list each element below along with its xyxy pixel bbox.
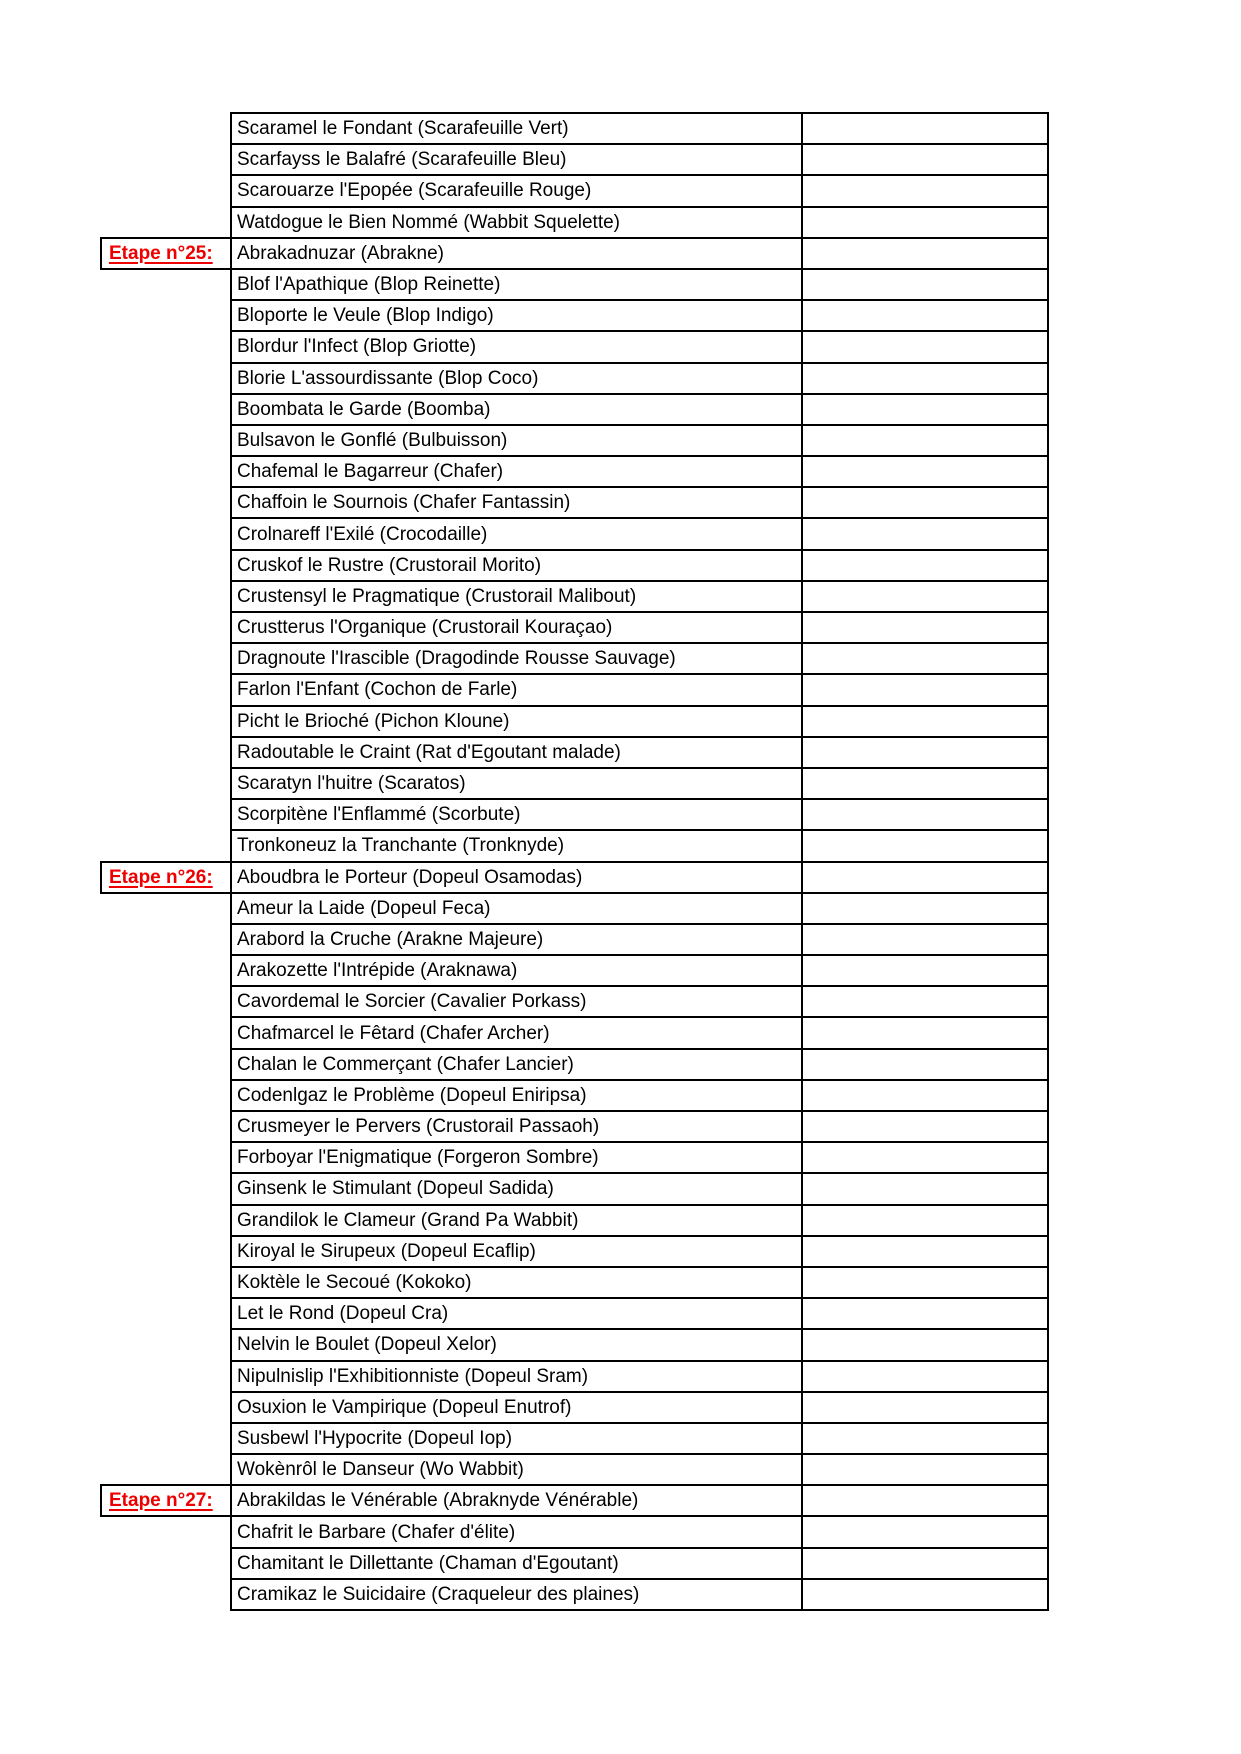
empty-cell [802,331,1048,362]
label-spacer-cell [101,1236,231,1267]
label-spacer-cell [101,986,231,1017]
empty-cell [802,113,1048,144]
table-row [101,612,1048,643]
label-spacer-cell [101,331,231,362]
label-spacer-cell [101,1361,231,1392]
table-row [101,1298,1048,1329]
monster-name-cell: Osuxion le Vampirique (Dopeul Enutrof) [231,1392,802,1423]
label-spacer-cell [101,1298,231,1329]
label-spacer-cell [101,175,231,206]
table-row [101,175,1048,206]
monster-name-cell: Blof l'Apathique (Blop Reinette) [231,269,802,300]
empty-cell [802,1579,1048,1610]
empty-cell [802,363,1048,394]
monster-name-cell: Radoutable le Craint (Rat d'Egoutant malade) [231,737,802,768]
monster-name-cell: Scarfayss le Balafré (Scarafeuille Bleu) [231,144,802,175]
label-spacer-cell [101,1080,231,1111]
monster-name-cell: Ameur la Laide (Dopeul Feca) [231,893,802,924]
empty-cell [802,1298,1048,1329]
table-row [101,550,1048,581]
monster-name-cell: Nelvin le Boulet (Dopeul Xelor) [231,1329,802,1360]
monster-name-cell: Crolnareff l'Exilé (Crocodaille) [231,518,802,549]
empty-cell [802,425,1048,456]
table-row [101,207,1048,238]
table-row [101,1485,1048,1516]
empty-cell [802,1049,1048,1080]
monster-name-cell: Susbewl l'Hypocrite (Dopeul Iop) [231,1423,802,1454]
empty-cell [802,1423,1048,1454]
table-row [101,238,1048,269]
table-row [101,706,1048,737]
table-row [101,768,1048,799]
table-row [101,1454,1048,1485]
table-row [101,1173,1048,1204]
table-row [101,1080,1048,1111]
label-spacer-cell [101,1017,231,1048]
label-spacer-cell [101,363,231,394]
table-row [101,799,1048,830]
label-spacer-cell [101,955,231,986]
monster-name-cell: Blordur l'Infect (Blop Griotte) [231,331,802,362]
table-row [101,331,1048,362]
monster-name-cell: Abrakildas le Vénérable (Abraknyde Vénérable) [231,1485,802,1516]
label-spacer-cell [101,300,231,331]
monster-name-cell: Chafmarcel le Fêtard (Chafer Archer) [231,1017,802,1048]
table-row [101,113,1048,144]
table-row [101,1361,1048,1392]
monster-name-cell: Scaratyn l'huitre (Scaratos) [231,768,802,799]
empty-cell [802,612,1048,643]
empty-cell [802,175,1048,206]
etape-label-cell: Etape n°25: [101,238,231,269]
empty-cell [802,456,1048,487]
empty-cell [802,1548,1048,1579]
table-row [101,363,1048,394]
label-spacer-cell [101,1049,231,1080]
empty-cell [802,955,1048,986]
table-row [101,456,1048,487]
table-row [101,269,1048,300]
empty-cell [802,1361,1048,1392]
label-spacer-cell [101,1142,231,1173]
table-row [101,1392,1048,1423]
monster-name-cell: Wokènrôl le Danseur (Wo Wabbit) [231,1454,802,1485]
monster-name-cell: Dragnoute l'Irascible (Dragodinde Rousse Sauvage) [231,643,802,674]
table-row [101,518,1048,549]
monster-checklist-table [100,112,1049,1611]
table-row [101,144,1048,175]
empty-cell [802,799,1048,830]
monster-name-cell: Forboyar l'Enigmatique (Forgeron Sombre) [231,1142,802,1173]
empty-cell [802,706,1048,737]
label-spacer-cell [101,830,231,861]
label-spacer-cell [101,394,231,425]
label-spacer-cell [101,550,231,581]
empty-cell [802,1454,1048,1485]
monster-name-cell: Bloporte le Veule (Blop Indigo) [231,300,802,331]
empty-cell [802,1173,1048,1204]
monster-name-cell: Boombata le Garde (Boomba) [231,394,802,425]
monster-name-cell: Abrakadnuzar (Abrakne) [231,238,802,269]
empty-cell [802,1017,1048,1048]
monster-name-cell: Nipulnislip l'Exhibitionniste (Dopeul Sram) [231,1361,802,1392]
empty-cell [802,986,1048,1017]
empty-cell [802,924,1048,955]
label-spacer-cell [101,518,231,549]
table-row [101,581,1048,612]
label-spacer-cell [101,1516,231,1547]
table-row [101,1516,1048,1547]
table-row [101,986,1048,1017]
empty-cell [802,1205,1048,1236]
empty-cell [802,1392,1048,1423]
monster-name-cell: Codenlgaz le Problème (Dopeul Eniripsa) [231,1080,802,1111]
table-row [101,1205,1048,1236]
monster-name-cell: Scaramel le Fondant (Scarafeuille Vert) [231,113,802,144]
table-row [101,1236,1048,1267]
empty-cell [802,269,1048,300]
table-row [101,830,1048,861]
label-spacer-cell [101,1454,231,1485]
empty-cell [802,1142,1048,1173]
table-row [101,955,1048,986]
table-row [101,862,1048,893]
monster-name-cell: Kiroyal le Sirupeux (Dopeul Ecaflip) [231,1236,802,1267]
empty-cell [802,862,1048,893]
table-row [101,394,1048,425]
table-row [101,300,1048,331]
label-spacer-cell [101,1579,231,1610]
table-row [101,1111,1048,1142]
monster-table-body [101,113,1048,1610]
label-spacer-cell [101,674,231,705]
table-row [101,1548,1048,1579]
table-row [101,643,1048,674]
monster-name-cell: Let le Rond (Dopeul Cra) [231,1298,802,1329]
empty-cell [802,487,1048,518]
table-row [101,425,1048,456]
empty-cell [802,1329,1048,1360]
empty-cell [802,830,1048,861]
empty-cell [802,1080,1048,1111]
monster-name-cell: Picht le Brioché (Pichon Kloune) [231,706,802,737]
table-row [101,737,1048,768]
monster-name-cell: Chaffoin le Sournois (Chafer Fantassin) [231,487,802,518]
label-spacer-cell [101,581,231,612]
monster-name-cell: Cruskof le Rustre (Crustorail Morito) [231,550,802,581]
empty-cell [802,1111,1048,1142]
monster-name-cell: Arakozette l'Intrépide (Araknawa) [231,955,802,986]
monster-name-cell: Tronkoneuz la Tranchante (Tronknyde) [231,830,802,861]
label-spacer-cell [101,113,231,144]
table-row [101,487,1048,518]
monster-name-cell: Crusmeyer le Pervers (Crustorail Passaoh) [231,1111,802,1142]
label-spacer-cell [101,1423,231,1454]
monster-name-cell: Cramikaz le Suicidaire (Craqueleur des plaines) [231,1579,802,1610]
monster-name-cell: Chafemal le Bagarreur (Chafer) [231,456,802,487]
table-row [101,674,1048,705]
label-spacer-cell [101,643,231,674]
empty-cell [802,238,1048,269]
monster-name-cell: Cavordemal le Sorcier (Cavalier Porkass) [231,986,802,1017]
monster-name-cell: Chafrit le Barbare (Chafer d'élite) [231,1516,802,1547]
monster-name-cell: Scarouarze l'Epopée (Scarafeuille Rouge) [231,175,802,206]
monster-name-cell: Koktèle le Secoué (Kokoko) [231,1267,802,1298]
monster-name-cell: Arabord la Cruche (Arakne Majeure) [231,924,802,955]
monster-name-cell: Crustensyl le Pragmatique (Crustorail Malibout) [231,581,802,612]
monster-name-cell: Chalan le Commerçant (Chafer Lancier) [231,1049,802,1080]
empty-cell [802,893,1048,924]
table-row [101,893,1048,924]
empty-cell [802,1267,1048,1298]
monster-name-cell: Farlon l'Enfant (Cochon de Farle) [231,674,802,705]
empty-cell [802,394,1048,425]
label-spacer-cell [101,612,231,643]
table-row [101,1049,1048,1080]
label-spacer-cell [101,1329,231,1360]
empty-cell [802,1516,1048,1547]
monster-name-cell: Crustterus l'Organique (Crustorail Kouraçao) [231,612,802,643]
table-row [101,1267,1048,1298]
monster-name-cell: Aboudbra le Porteur (Dopeul Osamodas) [231,862,802,893]
label-spacer-cell [101,1392,231,1423]
table-row [101,1142,1048,1173]
label-spacer-cell [101,1111,231,1142]
empty-cell [802,1236,1048,1267]
etape-label-cell: Etape n°26: [101,862,231,893]
monster-name-cell: Blorie L'assourdissante (Blop Coco) [231,363,802,394]
label-spacer-cell [101,207,231,238]
label-spacer-cell [101,269,231,300]
label-spacer-cell [101,799,231,830]
empty-cell [802,674,1048,705]
empty-cell [802,643,1048,674]
table-row [101,1329,1048,1360]
table-row [101,1579,1048,1610]
empty-cell [802,768,1048,799]
table-row [101,1017,1048,1048]
empty-cell [802,207,1048,238]
label-spacer-cell [101,1267,231,1298]
monster-name-cell: Bulsavon le Gonflé (Bulbuisson) [231,425,802,456]
label-spacer-cell [101,706,231,737]
table-row [101,1423,1048,1454]
label-spacer-cell [101,924,231,955]
label-spacer-cell [101,1205,231,1236]
empty-cell [802,737,1048,768]
label-spacer-cell [101,1173,231,1204]
etape-label-cell: Etape n°27: [101,1485,231,1516]
monster-name-cell: Grandilok le Clameur (Grand Pa Wabbit) [231,1205,802,1236]
label-spacer-cell [101,768,231,799]
label-spacer-cell [101,487,231,518]
empty-cell [802,550,1048,581]
table-row [101,924,1048,955]
label-spacer-cell [101,893,231,924]
label-spacer-cell [101,737,231,768]
monster-name-cell: Scorpitène l'Enflammé (Scorbute) [231,799,802,830]
empty-cell [802,144,1048,175]
label-spacer-cell [101,425,231,456]
empty-cell [802,300,1048,331]
empty-cell [802,581,1048,612]
label-spacer-cell [101,144,231,175]
monster-name-cell: Ginsenk le Stimulant (Dopeul Sadida) [231,1173,802,1204]
monster-name-cell: Watdogue le Bien Nommé (Wabbit Squelette) [231,207,802,238]
monster-name-cell: Chamitant le Dillettante (Chaman d'Egoutant) [231,1548,802,1579]
label-spacer-cell [101,1548,231,1579]
label-spacer-cell [101,456,231,487]
empty-cell [802,1485,1048,1516]
empty-cell [802,518,1048,549]
